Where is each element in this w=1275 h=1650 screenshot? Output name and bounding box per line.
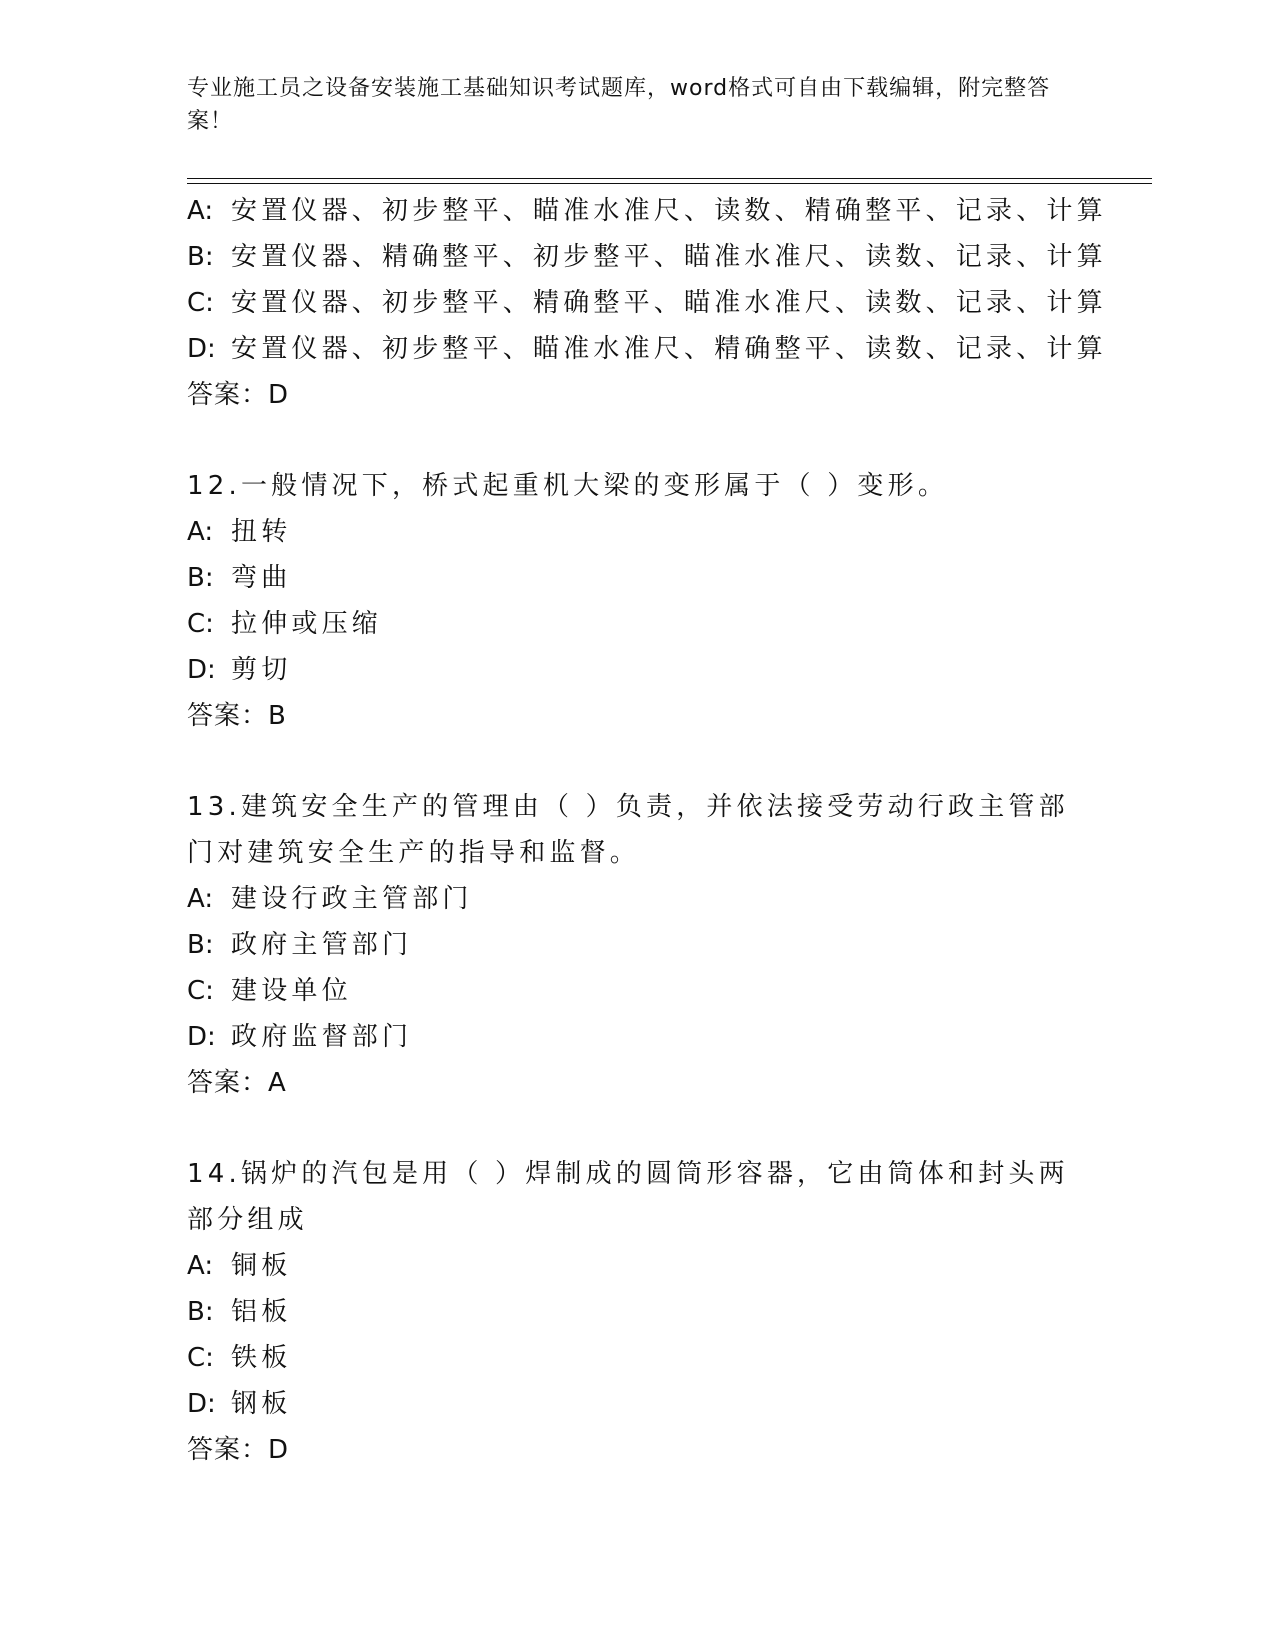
answer-line: 答案：D [187,380,290,410]
option-key: D: [187,1022,216,1052]
option-text: 拉伸或压缩 [231,609,383,639]
option-key: A: [187,884,214,914]
option-key: D: [187,334,216,364]
option-key: B: [187,563,214,593]
option-text: 弯曲 [231,563,292,593]
option-c [187,1335,1137,1381]
option-text: 剪切 [231,655,292,685]
option-b [187,555,1137,601]
option-b [187,922,1137,968]
option-b [187,234,1137,280]
option-key: B: [187,242,214,272]
question-text: 14.锅炉的汽包是用（ ）焊制成的圆筒形容器，它由筒体和封头两部分组成 [187,1159,1069,1235]
option-text: 政府主管部门 [231,930,413,960]
option-d [187,1014,1137,1060]
option-d [187,647,1137,693]
option-key: B: [187,1297,214,1327]
option-key: A: [187,196,214,226]
header-title: 专业施工员之设备安装施工基础知识考试题库，word格式可自由下载编辑，附完整答案！ [187,76,1051,134]
option-a [187,188,1137,234]
header-divider-bottom [187,183,1152,184]
option-text: 扭转 [231,517,292,547]
answer-line: 答案：B [187,701,287,731]
option-key: A: [187,1251,214,1281]
spacer [187,1106,1137,1151]
option-key: C: [187,1343,214,1373]
option-text: 政府监督部门 [231,1022,413,1052]
option-key: B: [187,930,214,960]
option-c [187,601,1137,647]
option-key: A: [187,517,214,547]
option-text: 安置仪器、初步整平、瞄准水准尺、精确整平、读数、记录、计算 [231,334,1107,364]
option-key: C: [187,609,214,639]
question-list [187,188,1137,1473]
option-text: 铜板 [231,1251,292,1281]
answer-line: 答案：A [187,1068,287,1098]
option-text: 安置仪器、精确整平、初步整平、瞄准水准尺、读数、记录、计算 [231,242,1107,272]
option-d [187,326,1137,372]
question-11 [187,188,1137,418]
question-13 [187,784,1137,1106]
question-12 [187,463,1137,739]
option-a [187,509,1137,555]
option-key: D: [187,655,216,685]
option-text: 安置仪器、初步整平、瞄准水准尺、读数、精确整平、记录、计算 [231,196,1107,226]
answer-line: 答案：D [187,1435,290,1465]
option-text: 铝板 [231,1297,292,1327]
header-divider-top [187,178,1152,179]
spacer [187,739,1137,784]
question-text: 12.一般情况下，桥式起重机大梁的变形属于（ ）变形。 [187,471,949,501]
option-key: C: [187,976,214,1006]
option-a [187,876,1137,922]
option-a [187,1243,1137,1289]
option-text: 安置仪器、初步整平、精确整平、瞄准水准尺、读数、记录、计算 [231,288,1107,318]
document-header [187,72,1067,138]
option-key: C: [187,288,214,318]
option-b [187,1289,1137,1335]
option-key: D: [187,1389,216,1419]
option-text: 建设行政主管部门 [231,884,473,914]
option-text: 钢板 [231,1389,292,1419]
option-c [187,968,1137,1014]
option-c [187,280,1137,326]
option-d [187,1381,1137,1427]
spacer [187,418,1137,463]
question-14 [187,1151,1137,1473]
question-text: 13.建筑安全生产的管理由（ ）负责，并依法接受劳动行政主管部门对建筑安全生产的指导和监督。 [187,792,1069,868]
option-text: 铁板 [231,1343,292,1373]
option-text: 建设单位 [231,976,352,1006]
